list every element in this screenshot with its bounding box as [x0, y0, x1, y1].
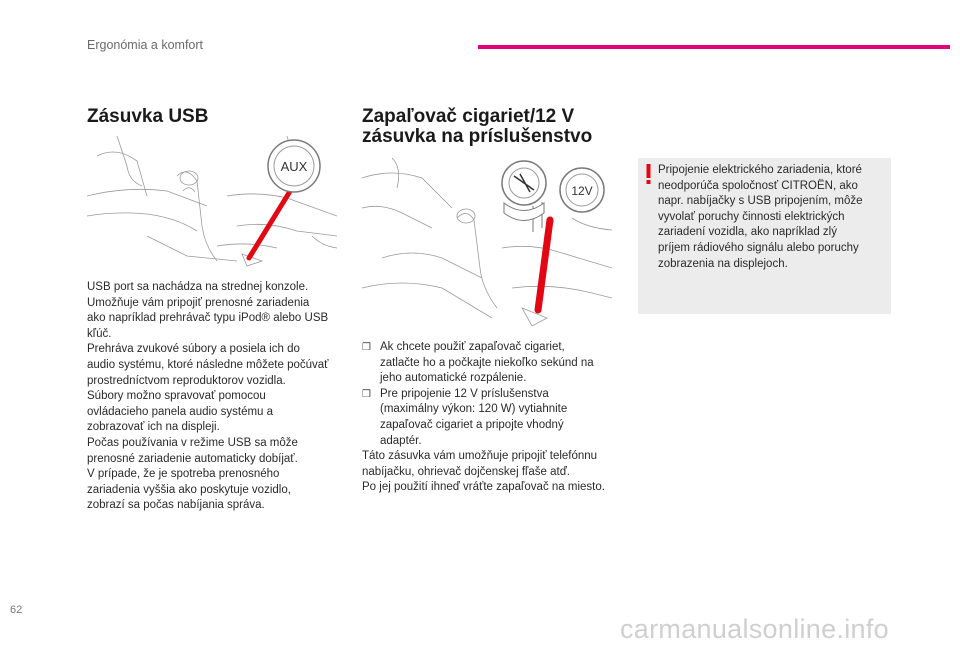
bullet-text-line: jeho automatické rozpálenie.	[380, 372, 527, 385]
warning-exclamation-icon	[646, 164, 651, 184]
bullet-item	[362, 387, 627, 449]
usb-text-line: kľúč.	[87, 327, 112, 340]
header-accent-rule	[478, 45, 950, 49]
bullet-item	[362, 340, 627, 387]
page-number: 62	[10, 604, 23, 616]
usb-console-illustration	[87, 136, 337, 270]
bullet-text-line: zapaľovač cigariet a pripojte vhodný	[380, 418, 564, 431]
bullet-checkbox-icon: ❒	[362, 342, 371, 353]
usb-section-title: Zásuvka USB	[87, 106, 209, 127]
usb-text-line: audio systému, ktoré následne môžete počúvať	[87, 358, 329, 371]
bullet-text-line: zatlačte ho a počkajte niekoľko sekúnd na	[380, 356, 594, 369]
bullet-text-line: Ak chcete použiť zapaľovač cigariet,	[380, 341, 565, 353]
usb-text-line: ako napríklad prehrávač typu iPod® alebo USB	[87, 312, 329, 325]
site-watermark: carmanualsonline.info	[620, 614, 889, 644]
lighter-section-title	[362, 107, 592, 147]
usb-text-line: Prehráva zvukové súbory a posiela ich do	[87, 343, 300, 356]
lighter-console-drawing	[362, 158, 612, 330]
bullet-text-line: (maximálny výkon: 120 W) vytiahnite	[380, 403, 568, 416]
lighter-text-line: Po jej použití ihneď vráťte zapaľovač na miesto.	[362, 481, 605, 494]
lighter-console-illustration	[362, 158, 612, 330]
aux-socket-label: AUX	[280, 159, 308, 174]
usb-text-line: zariadenia vyššia ako poskytuje vozidlo,	[87, 483, 291, 496]
warning-text-line: napr. nabíjačky s USB pripojením, môže	[658, 195, 863, 208]
warning-text-line: zariadení vozidla, ako napríklad zlý	[658, 226, 837, 239]
usb-text-line: zobrazí sa počas nabíjania správa.	[87, 499, 265, 512]
12v-socket-label: 12V	[571, 184, 593, 198]
warning-text-line: príjem rádiového signálu alebo poruchy	[658, 241, 859, 254]
lighter-title-line: zásuvka na príslušenstvo	[362, 126, 593, 147]
usb-text-line: Umožňuje vám pripojiť prenosné zariadenia	[87, 296, 310, 309]
warning-text-line: vyvolať poruchy činnosti elektrických	[658, 210, 845, 223]
bullet-checkbox-icon: ❒	[362, 388, 371, 400]
section-header: Ergonómia a komfort	[87, 38, 204, 52]
warning-text-line: Pripojenie elektrického zariadenia, ktoré	[658, 164, 862, 176]
usb-text-line: V prípade, že je spotreba prenosného	[87, 468, 280, 481]
warning-text-line: zobrazenia na displejoch.	[658, 257, 788, 270]
lighter-title-line: Zapaľovač cigariet/12 V	[362, 106, 575, 127]
usb-text-line: prostredníctvom reproduktorov vozidla.	[87, 374, 286, 387]
usb-text-line: Počas používania v režime USB sa môže	[87, 436, 298, 449]
usb-description	[87, 280, 347, 514]
lighter-text-line: Táto zásuvka vám umožňuje pripojiť telefónnu	[362, 450, 598, 463]
lighter-instructions	[362, 340, 627, 496]
bullet-text-line: Pre pripojenie 12 V príslušenstva	[380, 387, 549, 400]
usb-text-line: Súbory možno spravovať pomocou	[87, 390, 266, 403]
bullet-text-line: adaptér.	[380, 434, 422, 447]
usb-text-line: USB port sa nachádza na strednej konzole.	[87, 281, 309, 293]
usb-text-line: zobrazovať ich na displeji.	[87, 421, 220, 434]
warning-text-line: neodporúča spoločnosť CITROËN, ako	[658, 179, 858, 192]
lighter-text-line: nabíjačku, ohrievač dojčenskej fľaše atď.	[362, 465, 570, 478]
usb-console-drawing	[87, 136, 337, 270]
usb-text-line: ovládacieho panela audio systému a	[87, 405, 274, 418]
warning-text	[658, 163, 886, 272]
usb-text-line: prenosné zariadenie automaticky dobíjať.	[87, 452, 298, 465]
